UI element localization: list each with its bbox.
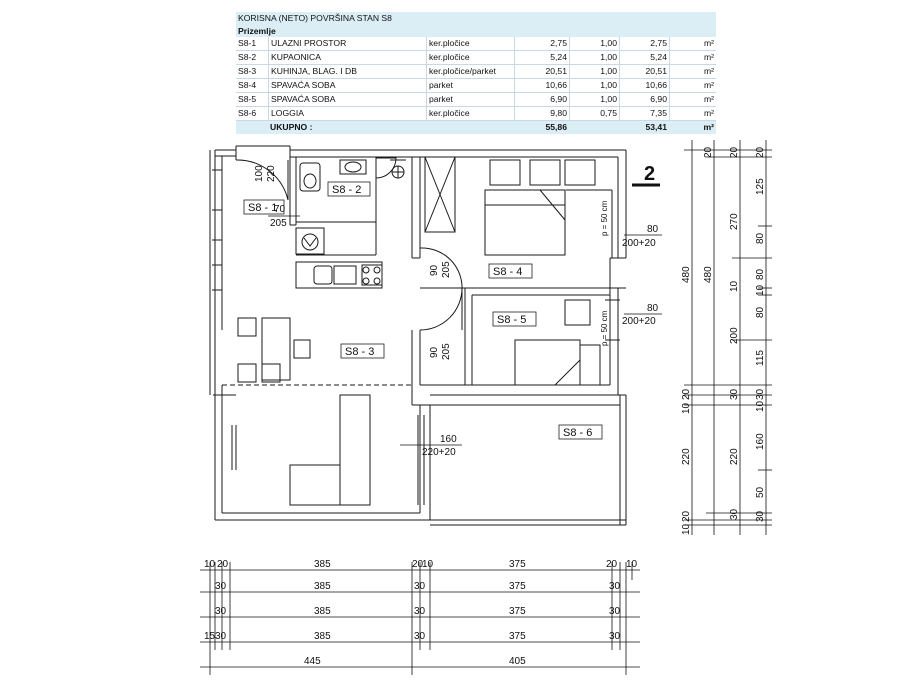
dim-label: 80: [755, 306, 766, 318]
dim-label: 20: [606, 559, 618, 570]
dim-label: 30: [609, 581, 621, 592]
door-width-s8-1: 70: [274, 204, 286, 215]
cell-id: S8-3: [238, 66, 257, 76]
window-height-s8-1: 220: [266, 165, 277, 182]
dim-label: 30: [414, 606, 426, 617]
room-label-s8-2: S8 - 2: [332, 184, 362, 196]
cell-coef: 1,00: [569, 51, 619, 64]
dim-label: 385: [314, 581, 331, 592]
right-dimensions: [684, 140, 772, 535]
cell-coef: 0,75: [569, 107, 619, 120]
dim-label: 220: [681, 448, 692, 465]
bedroom-1-furniture: [425, 157, 612, 258]
table-title: KORISNA (NETO) POVRŠINA STAN S8: [236, 12, 716, 25]
cell-net: 6,90: [619, 93, 669, 106]
dim-label: 480: [681, 266, 692, 283]
dim-label: 10: [729, 280, 740, 292]
cell-id: S8-2: [238, 52, 257, 62]
cell-unit: m²: [669, 79, 716, 92]
dim-label: 30: [414, 581, 426, 592]
room-label-s8-6: S8 - 6: [563, 427, 593, 439]
dim-label: 385: [314, 559, 331, 570]
window-width-s8-5: 80: [647, 303, 659, 314]
dim-label: 30: [755, 510, 766, 522]
door-height-s8-1: 205: [270, 218, 287, 229]
window-width-s8-4: 80: [647, 224, 659, 235]
cell-net: 10,66: [619, 79, 669, 92]
section-marker-label: 2: [644, 163, 656, 185]
dim-label: 80: [755, 232, 766, 244]
cell-area: 10,66: [514, 79, 569, 92]
cell-unit: m²: [669, 65, 716, 78]
door-height-s8-4: 205: [441, 261, 452, 278]
dim-label: 30: [729, 388, 740, 400]
cell-room: SPAVAĆA SOBA: [268, 93, 426, 106]
section-marker: [632, 163, 660, 185]
kitchen-counter: [296, 262, 382, 288]
dim-label: 115: [755, 350, 766, 366]
cell-net: 7,35: [619, 107, 669, 120]
dim-label: 10: [755, 400, 766, 412]
right-dimension-labels: [681, 146, 766, 535]
dim-label: 405: [509, 656, 526, 667]
door-width-s8-4: 90: [429, 264, 440, 276]
room-label-s8-3: S8 - 3: [345, 346, 375, 358]
dim-label: 480: [703, 266, 714, 283]
cell-area: 2,75: [514, 37, 569, 50]
dim-label: 20: [217, 559, 229, 570]
dim-label: 10: [626, 559, 638, 570]
parapet-s8-4: p = 50 cm: [600, 200, 609, 236]
cell-id: S8-4: [238, 80, 257, 90]
dim-label: 375: [509, 559, 526, 570]
cell-id: S8-5: [238, 94, 257, 104]
room-label-s8-4: S8 - 4: [493, 266, 523, 278]
dim-label: 20: [681, 388, 692, 400]
room-label-s8-1: S8 - 1: [248, 202, 278, 214]
cell-room: ULAZNI PROSTOR: [268, 37, 426, 50]
cell-area: 20,51: [514, 65, 569, 78]
dim-label: 20: [412, 559, 424, 570]
dim-label: 15: [204, 631, 216, 642]
dim-label: 385: [314, 631, 331, 642]
dim-label: 50: [755, 486, 766, 498]
dim-label: 10: [422, 559, 434, 570]
cell-unit: m²: [669, 107, 716, 120]
dim-label: 20: [729, 146, 740, 158]
dim-label: 30: [729, 508, 740, 520]
cell-coef: 1,00: [569, 65, 619, 78]
cell-area: 9,80: [514, 107, 569, 120]
cell-id: S8-6: [238, 108, 257, 118]
dim-label: 445: [304, 656, 321, 667]
dim-label: 30: [414, 631, 426, 642]
cell-unit: m²: [669, 37, 716, 50]
cell-finish: ker.pločice/parket: [426, 65, 514, 78]
dim-label: 375: [509, 581, 526, 592]
dim-label: 20: [681, 510, 692, 522]
dim-label: 80: [755, 268, 766, 280]
cell-net: 5,24: [619, 51, 669, 64]
cell-area: 6,90: [514, 93, 569, 106]
table-section: Prizemlje: [236, 25, 716, 37]
dim-label: 30: [215, 606, 227, 617]
door-width-s8-5: 90: [429, 346, 440, 358]
cell-area: 5,24: [514, 51, 569, 64]
dim-label: 10: [681, 523, 692, 535]
dim-label: 270: [729, 213, 740, 230]
dim-label: 10: [755, 284, 766, 296]
cell-room: KUPAONICA: [268, 51, 426, 64]
dim-label: 125: [755, 178, 766, 195]
dim-label: 10: [681, 402, 692, 414]
cell-net: 20,51: [619, 65, 669, 78]
window-height-s8-5: 200+20: [622, 316, 656, 327]
dim-label: 30: [609, 606, 621, 617]
dim-label: 20: [703, 146, 714, 158]
dim-label: 385: [314, 606, 331, 617]
cell-coef: 1,00: [569, 79, 619, 92]
window-height-s8-3: 220+20: [422, 447, 456, 458]
parapet-s8-5: p = 50 cm: [600, 310, 609, 346]
dim-label: 220: [729, 448, 740, 465]
dim-label: 160: [755, 433, 766, 450]
total-area: 55,86: [545, 122, 567, 132]
dim-label: 30: [215, 631, 227, 642]
dim-label: 30: [215, 581, 227, 592]
cell-finish: ker.pločice: [426, 37, 514, 50]
cell-coef: 1,00: [569, 93, 619, 106]
window-height-s8-4: 200+20: [622, 238, 656, 249]
cell-finish: ker.pločice: [426, 51, 514, 64]
opening-annotations: [254, 165, 662, 458]
cell-room: LOGGIA: [268, 107, 426, 120]
cell-finish: ker.pločice: [426, 107, 514, 120]
dim-label: 375: [509, 631, 526, 642]
room-label-s8-5: S8 - 5: [497, 314, 527, 326]
dim-label: 20: [755, 146, 766, 158]
bathroom-fixtures: [296, 160, 406, 254]
cell-room: KUHINJA, BLAG. I DB: [268, 65, 426, 78]
bottom-dimensions: [200, 562, 640, 675]
windows: [232, 415, 424, 505]
cell-coef: 1,00: [569, 37, 619, 50]
dim-label: 375: [509, 606, 526, 617]
total-label: UKUPNO :: [270, 122, 313, 132]
cell-finish: parket: [426, 93, 514, 106]
window-width-s8-3: 160: [440, 434, 457, 445]
window-width-s8-1: 100: [254, 165, 265, 182]
total-unit: m²: [703, 122, 714, 132]
dim-label: 200: [729, 327, 740, 344]
total-net: 53,41: [645, 122, 667, 132]
room-labels: [244, 182, 602, 439]
dim-label: 30: [609, 631, 621, 642]
cell-finish: parket: [426, 79, 514, 92]
cell-room: SPAVAĆA SOBA: [268, 79, 426, 92]
bottom-dimension-labels: [204, 559, 638, 667]
cell-unit: m²: [669, 93, 716, 106]
cell-id: S8-1: [238, 38, 257, 48]
cell-unit: m²: [669, 51, 716, 64]
cell-net: 2,75: [619, 37, 669, 50]
dim-label: 10: [204, 559, 216, 570]
door-height-s8-5: 205: [441, 343, 452, 360]
dim-label: 30: [755, 388, 766, 400]
